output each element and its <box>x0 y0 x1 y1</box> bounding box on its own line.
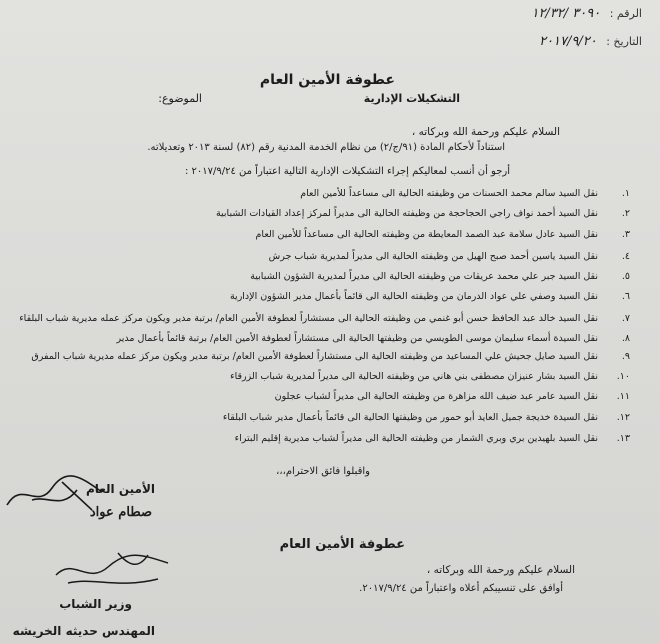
intro-paragraph: استناداً لأحكام المادة (٩١/ج/٢) من نظام الخدمة المدنية رقم (٨٢) لسنة ٢٠١٣ وتعديلاته. <box>147 142 505 153</box>
signature-1-image <box>2 470 112 520</box>
date-label: التاريخ : <box>606 35 642 48</box>
list-item-text: نقل السيد صايل جحيش علي المساعيد من وظيفته الحالية الى مستشاراً لعطوفة الأمين العام/ برتبة مدير ويكون مركز عمله مديرية شباب المفرق <box>31 351 598 362</box>
subject-label: الموضوع: <box>158 92 202 105</box>
list-item-text: نقل السيد خالد عبد الحافظ حسن أبو غنمي من وظيفته الحالية الى مستشاراً لعطوفة الأمين العام/ برتبة مدير ويكون مركز عمله مديرية شباب البلقاء <box>19 313 598 324</box>
list-item-text: نقل السيد ياسين أحمد صبح الهيل من وظيفته الحالية الى مديراً لمديرية شباب جرش <box>268 251 598 262</box>
list-item-number: ٣. <box>621 229 630 240</box>
list-item-text: نقل السيدة أسماء سليمان موسى الطويسي من وظيفتها الحالية الى مستشاراً لعطوفة الأمين العام/ برتبة قائماً بأعمال مدير <box>116 333 598 344</box>
subject-text: التشكيلات الإدارية <box>363 92 460 105</box>
date-value: ٢٠١٧/٩/٢٠ <box>539 34 597 49</box>
list-item-text: نقل السيد أحمد نواف راجي الحجاحجة من وظيفته الحالية الى مديراً لمركز إعداد القيادات الشبابية <box>215 208 598 219</box>
list-item-text: نقل السيد عادل سلامة عبد الصمد المعايطة من وظيفته الحالية الى مساعداً للأمين العام <box>255 229 598 240</box>
list-item-number: ١٢. <box>616 412 630 423</box>
greeting: السلام عليكم ورحمة الله وبركاته ، <box>411 126 560 138</box>
signatory1-name: صطام عواد <box>89 505 152 520</box>
list-item-number: ٩. <box>621 351 630 362</box>
date-line <box>539 34 642 49</box>
signatory2-name: المهندس حديثه الخريشه <box>12 624 155 638</box>
list-item-text: نقل السيد بلهيدين بري وبري الشمار من وظيفته الحالية الى مديراً لشباب مديرية إقليم البتراء <box>234 433 598 444</box>
list-item-number: ١٠. <box>616 371 630 382</box>
approval-line: أوافق على تنسيبكم أعلاه واعتباراً من ٢٠١٧/٩/٢٤. <box>359 583 563 594</box>
list-item-number: ٥. <box>621 271 630 282</box>
list-item-number: ٦. <box>621 291 630 302</box>
list-item-number: ٤. <box>621 251 630 262</box>
greeting-2: السلام عليكم ورحمة الله وبركاته ، <box>426 564 575 576</box>
reference-value: ٣٠٩٠ /١٢/٣٢ <box>531 6 601 21</box>
list-item-text: نقل السيد وصفي علي عواد الدرمان من وظيفته الحالية الى قائماً بأعمال مدير الشؤون الإدارية <box>229 291 598 302</box>
list-item-number: ١٣. <box>616 433 630 444</box>
list-item-text: نقل السيد سالم محمد الحسنات من وظيفته الحالية الى مساعداً للأمين العام <box>300 188 598 199</box>
list-item-text: نقل السيد جبر علي محمد عريقات من وظيفته الحالية الى مديراً لمديرية الشؤون الشبابية <box>250 271 598 282</box>
list-item-number: ١. <box>621 188 630 199</box>
reference-line <box>531 6 642 21</box>
signatory2-title: وزير الشباب <box>59 597 132 611</box>
list-item-number: ١١. <box>616 391 630 402</box>
reference-label: الرقم : <box>609 7 642 20</box>
list-item-text: نقل السيدة خديجة جميل العايد أبو حمور من وظيفتها الحالية الى قائماً بأعمال مدير شباب البلقاء <box>222 412 598 423</box>
addressee-title-2: عطوفة الأمين العام <box>279 537 405 552</box>
request-paragraph: أرجو أن أنسب لمعاليكم إجراء التشكيلات الإدارية التالية اعتباراً من ٢٠١٧/٩/٢٤ : <box>184 166 510 177</box>
closing-line: واقبلوا فائق الاحترام،،، <box>276 466 370 477</box>
list-item-number: ٧. <box>621 313 630 324</box>
signatory1-title: الأمين العام <box>85 482 155 496</box>
list-item-number: ٨. <box>621 333 630 344</box>
list-item-text: نقل السيد عامر عبد ضيف الله مزاهرة من وظيفته الحالية الى مديراً لشباب عجلون <box>274 391 598 402</box>
list-item-text: نقل السيد بشار عنيزان مصطفى بني هاني من وظيفته الحالية الى مديراً لمديرية شباب الزرقاء <box>230 371 598 382</box>
signature-2-image <box>48 545 178 595</box>
list-item-number: ٢. <box>621 208 630 219</box>
addressee-title: عطوفة الأمين العام <box>259 72 395 88</box>
